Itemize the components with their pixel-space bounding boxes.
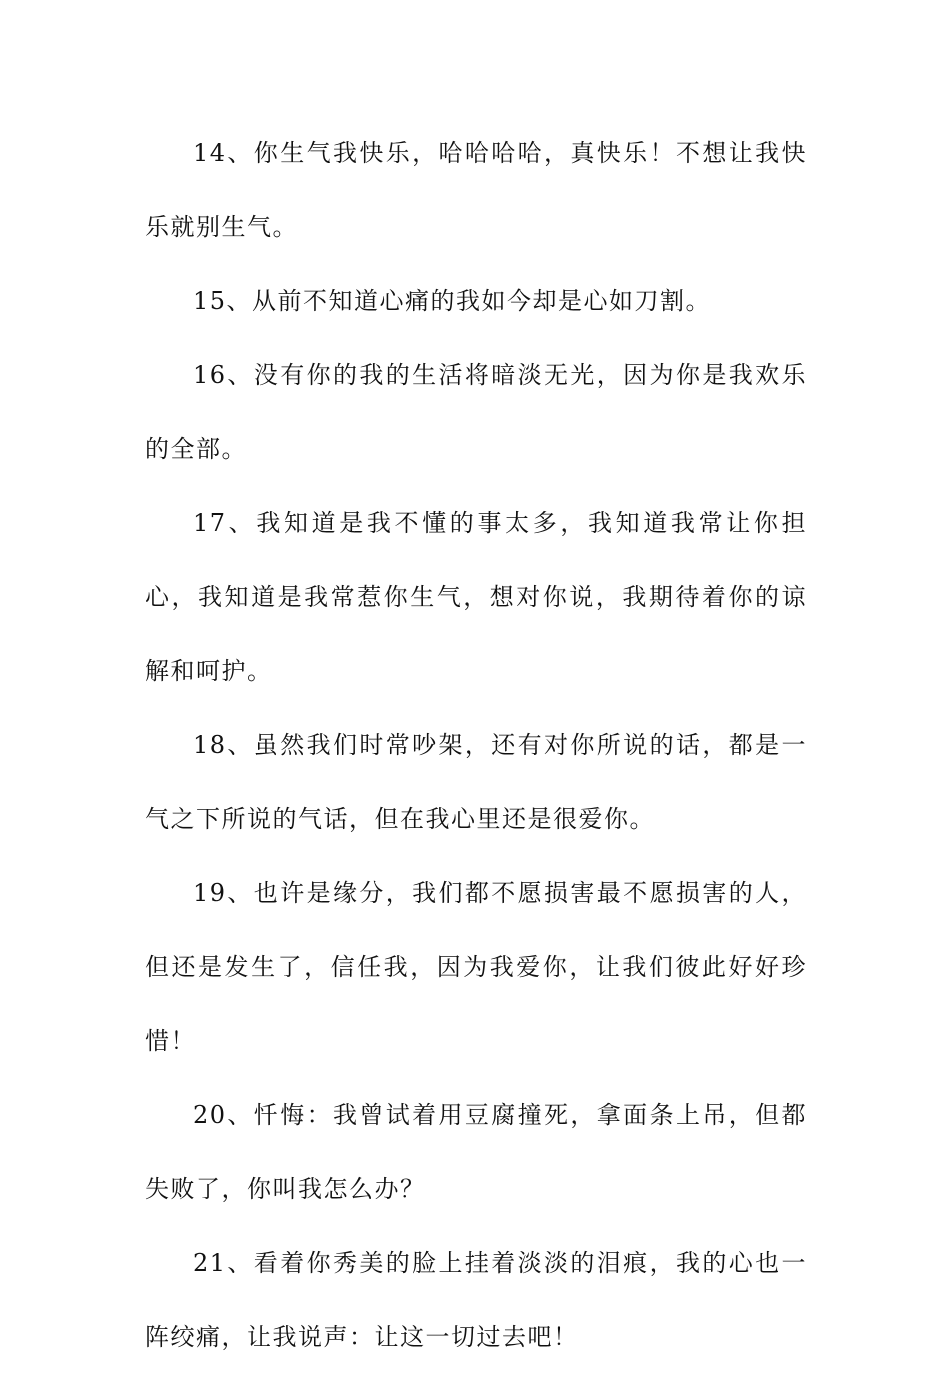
paragraph-16: 16、没有你的我的生活将暗淡无光，因为你是我欢乐的全部。 [145, 361, 807, 463]
paragraph-19: 19、也许是缘分，我们都不愿损害最不愿损害的人，但还是发生了，信任我，因为我爱你，让我们彼此好好珍惜！ [145, 879, 807, 1055]
paragraph-17: 17、我知道是我不懂的事太多，我知道我常让你担心，我知道是我常惹你生气，想对你说，我期待着你的谅解和呵护。 [145, 509, 807, 685]
paragraph-14: 14、你生气我快乐，哈哈哈哈，真快乐！不想让我快乐就别生气。 [145, 139, 807, 241]
document-body [145, 116, 807, 1374]
paragraph-20: 20、忏悔：我曾试着用豆腐撞死，拿面条上吊，但都失败了，你叫我怎么办？ [145, 1101, 807, 1203]
paragraph-21: 21、看着你秀美的脸上挂着淡淡的泪痕，我的心也一阵绞痛，让我说声：让这一切过去吧！ [145, 1249, 807, 1351]
paragraph-15: 15、从前不知道心痛的我如今却是心如刀割。 [193, 287, 712, 315]
paragraph-18: 18、虽然我们时常吵架，还有对你所说的话，都是一气之下所说的气话，但在我心里还是很爱你。 [145, 731, 807, 833]
